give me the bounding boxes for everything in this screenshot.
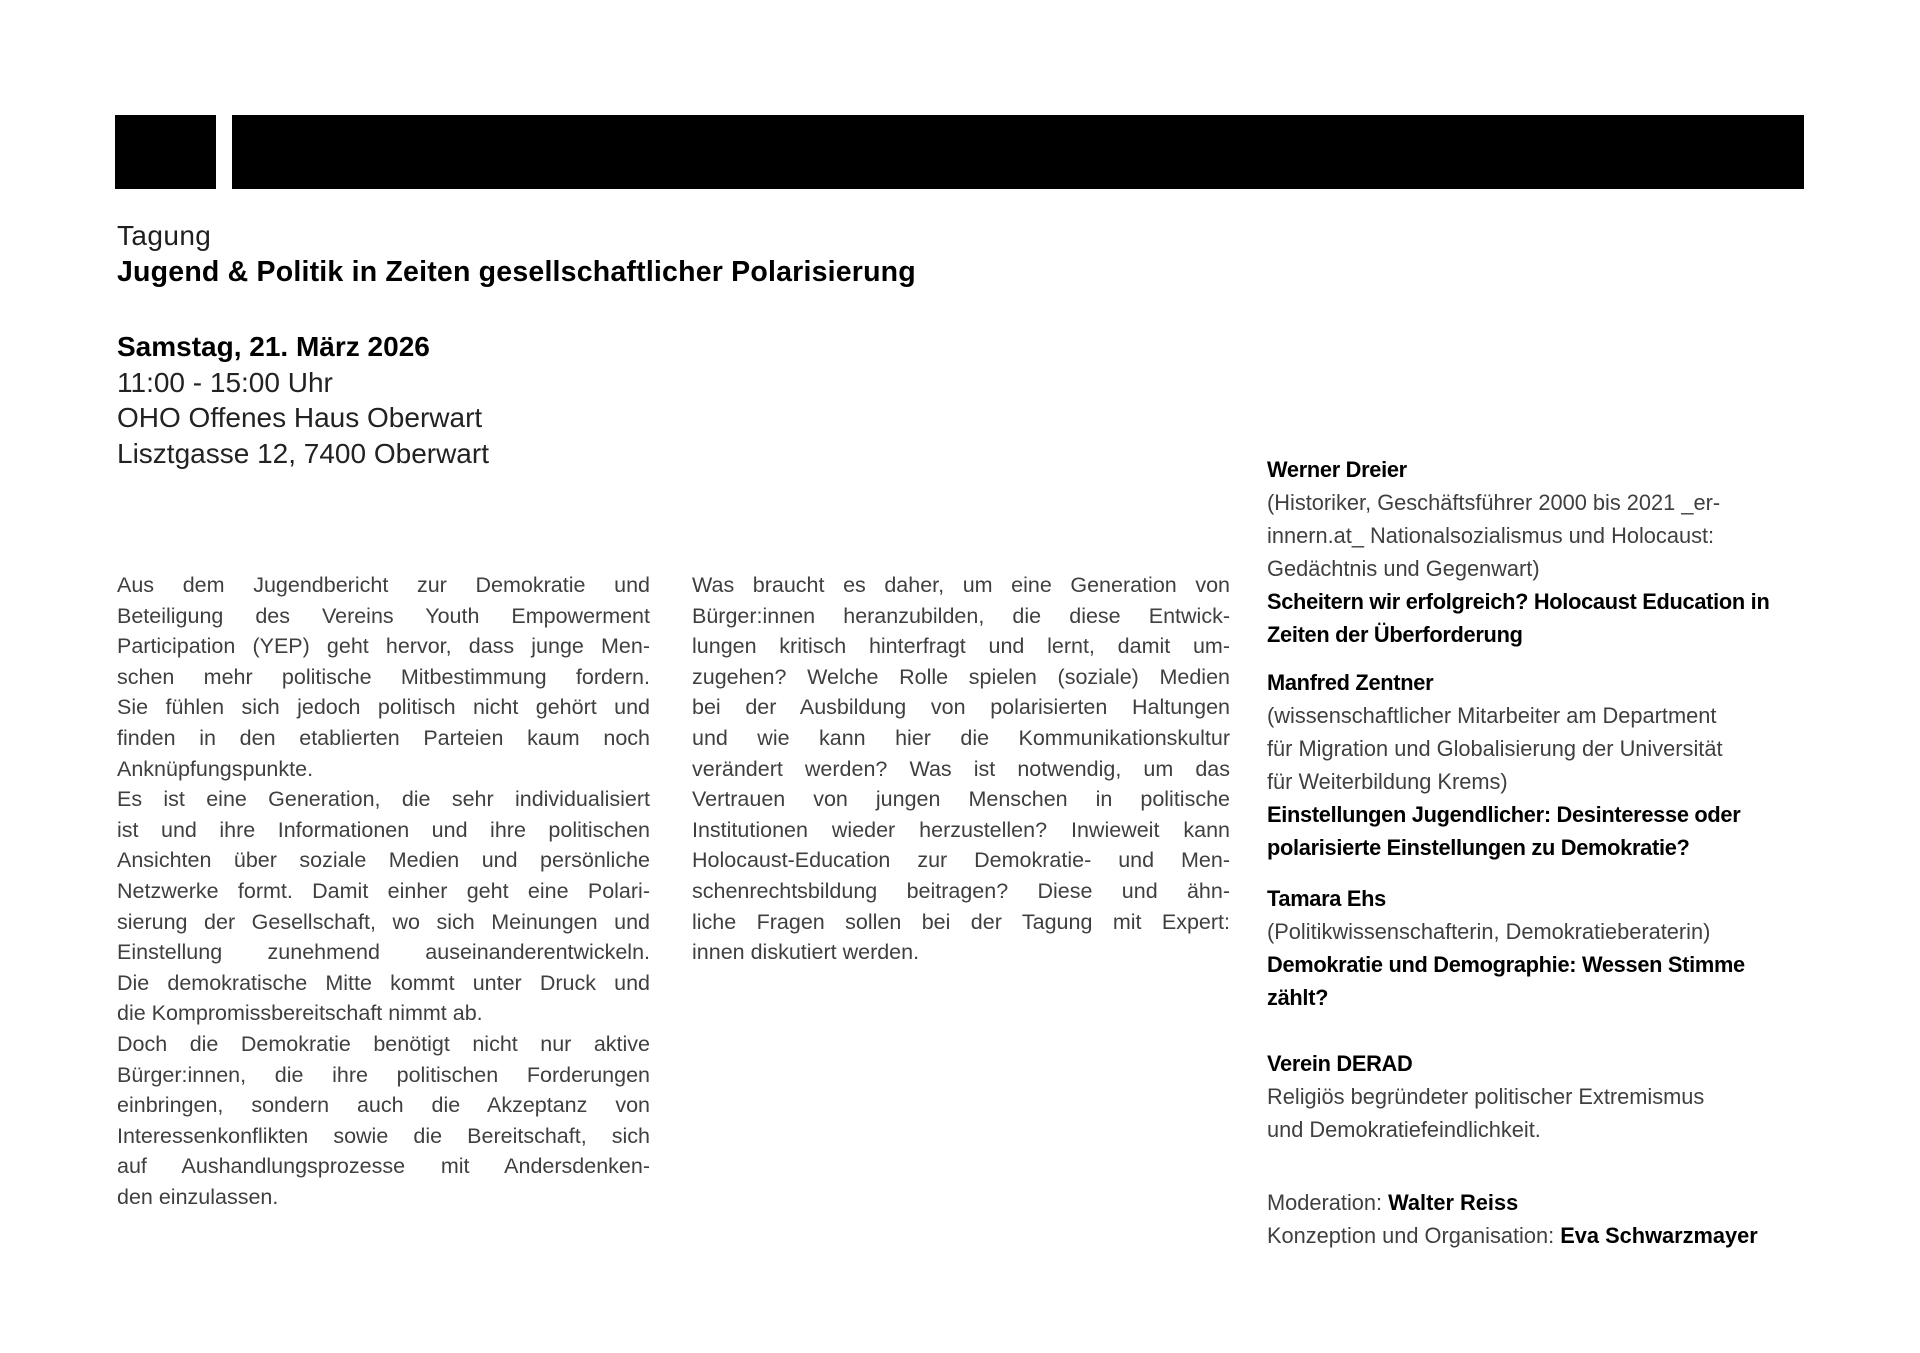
header-bar-wide (232, 115, 1804, 189)
body-text-line: auf Aushandlungsprozesse mit Andersdenken- (117, 1154, 650, 1179)
body-text-line: Holocaust-Education zur Demokratie- und Men- (692, 848, 1230, 873)
speaker-talk-title-line: Einstellungen Jugendlicher: Desinteresse oder (1267, 802, 1741, 827)
body-text-line: ist und ihre Informationen und ihre politischen (117, 817, 650, 842)
speaker-detail-line: und Demokratiefeindlichkeit. (1267, 1117, 1541, 1142)
speaker-detail-line: (wissenschaftlicher Mitarbeiter am Department (1267, 703, 1717, 728)
speaker-detail-line: Religiös begründeter politischer Extremismus (1267, 1084, 1705, 1109)
body-text-line: Bürger:innen, die ihre politischen Forderungen (117, 1062, 650, 1087)
credit-person-name: Walter Reiss (1388, 1190, 1519, 1215)
event-info-block (117, 329, 489, 471)
body-text-line: und wie kann hier die Kommunikationskultur (692, 725, 1230, 750)
body-text-line: die Kompromissbereitschaft nimmt ab. (117, 1001, 483, 1026)
credit-line (1267, 1219, 1815, 1252)
body-text-line: schen mehr politische Mitbestimmung fordern. (117, 664, 650, 689)
speaker-detail-line: Gedächtnis und Gegenwart) (1267, 556, 1540, 581)
credit-role-label: Moderation: (1267, 1190, 1389, 1215)
body-text-line: einbringen, sondern auch die Akzeptanz von (117, 1093, 650, 1118)
event-time: 11:00 - 15:00 Uhr (117, 366, 333, 398)
body-text-line: verändert werden? Was ist notwendig, um das (692, 756, 1230, 781)
body-text-line: Die demokratische Mitte kommt unter Druck und (117, 970, 650, 995)
speaker-name: Manfred Zentner (1267, 670, 1434, 695)
body-text-line: Sie fühlen sich jedoch politisch nicht gehört und (117, 695, 650, 720)
body-text-line: schenrechtsbildung beitragen? Diese und ähn- (692, 878, 1230, 903)
body-text-line: Aus dem Jugendbericht zur Demokratie und (117, 573, 650, 597)
speaker-detail-line: (Politikwissenschafterin, Demokratieberaterin) (1267, 919, 1711, 944)
speaker-name: Tamara Ehs (1267, 886, 1386, 911)
speaker-talk-title-line: Zeiten der Überforderung (1267, 622, 1523, 647)
body-text-line: Institutionen wieder herzustellen? Inwieweit kann (692, 817, 1230, 842)
speaker-talk-title-line: Demokratie und Demographie: Wessen Stimme (1267, 952, 1745, 977)
speaker-detail-line: innern.at_ Nationalsozialismus und Holocaust: (1267, 523, 1715, 548)
speaker-block (1267, 1047, 1815, 1146)
speaker-talk-title-line: polarisierte Einstellungen zu Demokratie? (1267, 835, 1690, 860)
speaker-block (1267, 882, 1815, 1014)
event-address: Lisztgasse 12, 7400 Oberwart (117, 437, 489, 469)
speaker-name: Werner Dreier (1267, 457, 1407, 482)
speaker-detail-line: für Weiterbildung Krems) (1267, 769, 1508, 794)
body-text-line: den einzulassen. (117, 1184, 279, 1209)
body-text-line: Participation (YEP) geht hervor, dass junge Men- (117, 634, 650, 659)
speakers-list (1267, 453, 1815, 1146)
speaker-block (1267, 453, 1815, 651)
event-venue: OHO Offenes Haus Oberwart (117, 402, 483, 433)
body-text-line: bei der Ausbildung von polarisierten Haltungen (692, 695, 1230, 720)
credit-role-label: Konzeption und Organisation: (1267, 1223, 1561, 1248)
credit-person-name: Eva Schwarzmayer (1560, 1223, 1758, 1248)
body-text-line: sierung der Gesellschaft, wo sich Meinungen und (117, 909, 650, 934)
body-text-line: finden in den etablierten Parteien kaum noch (117, 725, 650, 750)
speaker-talk-title-line: Scheitern wir erfolgreich? Holocaust Education in (1267, 589, 1770, 614)
event-title: Jugend & Politik in Zeiten gesellschaftlicher Polarisierung (117, 256, 916, 288)
body-text-line: Was braucht es daher, um eine Generation von (692, 573, 1230, 597)
body-text-line: innen diskutiert werden. (692, 940, 920, 965)
body-text-line: Interessenkonflikten sowie die Bereitschaft, sich (117, 1123, 650, 1148)
speaker-detail-line: für Migration und Globalisierung der Universität (1267, 736, 1723, 761)
event-type-label: Tagung (117, 220, 212, 251)
body-text-line: Vertrauen von jungen Menschen in politische (692, 787, 1230, 812)
body-text-line: lungen kritisch hinterfragt und lernt, damit um- (692, 634, 1230, 659)
speaker-detail-line: (Historiker, Geschäftsführer 2000 bis 2021 _er- (1267, 490, 1721, 515)
body-text-line: Ansichten über soziale Medien und persönliche (117, 848, 650, 873)
credits (1267, 1186, 1815, 1252)
body-text-line: Beteiligung des Vereins Youth Empowerment (117, 603, 650, 628)
speaker-talk-title-line: zählt? (1267, 985, 1329, 1010)
header-bar-small (115, 115, 216, 189)
body-text-line: liche Fragen sollen bei der Tagung mit Expert: (692, 909, 1230, 934)
body-text-line: zugehen? Welche Rolle spielen (soziale) Medien (692, 664, 1230, 689)
body-text-line: Anknüpfungspunkte. (117, 756, 314, 781)
credit-line (1267, 1186, 1815, 1219)
speaker-name: Verein DERAD (1267, 1051, 1413, 1076)
intro-column (117, 570, 650, 1212)
speakers-column (1267, 453, 1815, 1252)
questions-column (692, 570, 1230, 968)
speaker-block (1267, 666, 1815, 864)
body-text-line: Netzwerke formt. Damit einher geht eine Polari- (117, 878, 650, 903)
body-text-line: Es ist eine Generation, die sehr individualisiert (117, 787, 650, 812)
body-text-line: Bürger:innen heranzubilden, die diese Entwick- (692, 603, 1230, 628)
body-text-line: Einstellung zunehmend auseinanderentwickeln. (117, 940, 650, 965)
body-text-line: Doch die Demokratie benötigt nicht nur aktive (117, 1031, 650, 1056)
event-date: Samstag, 21. März 2026 (117, 331, 430, 362)
